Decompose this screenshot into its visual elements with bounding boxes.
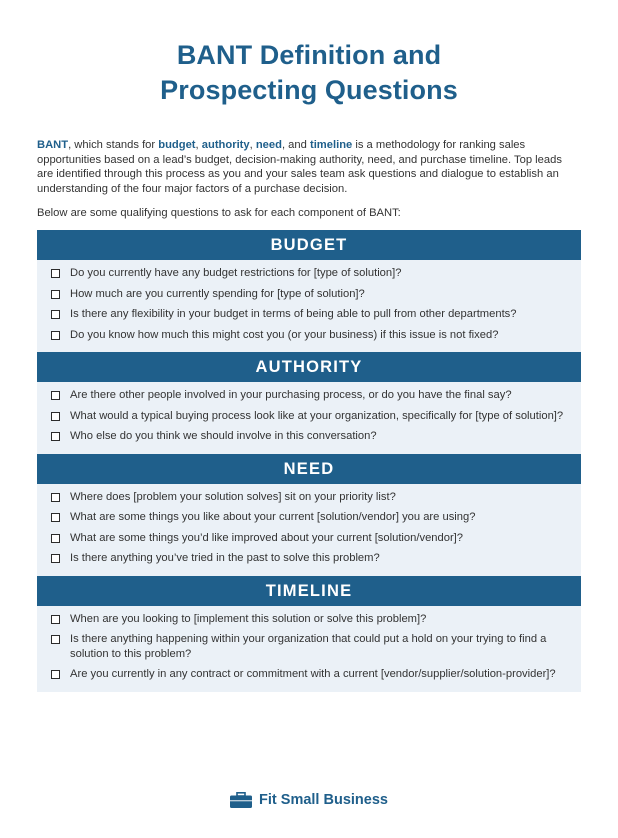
intro-timeline: timeline [309,139,353,151]
question-text: Are you currently in any contract or commitment with a current [vendor/supplier/solution-provider]? [70,668,556,681]
checklist-item [49,409,569,424]
checkbox-icon[interactable] [51,513,60,522]
intro-authority: authority [201,139,250,151]
checklist-item [49,388,569,403]
checklist-item [49,612,569,627]
question-text: What would a typical buying process look like at your organization, specifically for [type of solution]? [70,409,564,422]
section-need [37,454,581,576]
intro-rest: is a methodology for ranking sales opportunities based on a lead’s budget, decision-making authority, need, and purchase timeline. Top leads are identified through this process as you and your sales team ask questions and dialogue to establish an understanding of the four major factors of a purchase decision. [37,139,562,195]
intro-comma-2: , [249,139,256,151]
checklist-item [49,667,569,682]
question-text: How much are you currently spending for [type of solution]? [70,287,365,300]
question-text: When are you looking to [implement this solution or solve this problem]? [70,612,427,625]
question-text: Is there any flexibility in your budget in terms of being able to pull from other departments? [70,308,517,321]
title-line-2: Prospecting Questions [160,75,458,105]
checkbox-icon[interactable] [51,290,60,299]
checklist-item [49,490,569,505]
section-heading: TIMELINE [37,576,581,606]
question-text: Are there other people involved in your purchasing process, or do you have the final say? [70,389,512,402]
question-text: What are some things you like about your current [solution/vendor] you are using? [70,511,476,524]
question-text: What are some things you’d like improved about your current [solution/vendor]? [70,531,464,544]
page-title [0,38,618,108]
intro-and: , and [281,139,310,151]
section-body [37,382,581,454]
checkbox-icon[interactable] [51,310,60,319]
question-text: Where does [problem your solution solves] sit on your priority list? [70,490,396,503]
intro-text-1: , which stands for [68,139,159,151]
section-heading: AUTHORITY [37,352,581,382]
footer-logo [0,792,618,808]
checklist-item [49,510,569,525]
checkbox-icon[interactable] [51,670,60,679]
sections-container [0,230,618,692]
question-text: Do you currently have any budget restrictions for [type of solution]? [70,267,402,280]
intro-comma-1: , [195,139,202,151]
checkbox-icon[interactable] [51,412,60,421]
lead-text: Below are some qualifying questions to ask for each component of BANT: [37,207,401,220]
question-text: Is there anything happening within your organization that could put a hold on your trying to find a solution to this problem? [70,633,547,660]
checklist-item [49,328,569,343]
checklist-item [49,632,569,661]
checkbox-icon[interactable] [51,331,60,340]
checkbox-icon[interactable] [51,615,60,624]
question-text: Is there anything you’ve tried in the past to solve this problem? [70,552,380,565]
checkbox-icon[interactable] [51,635,60,644]
question-text: Do you know how much this might cost you (or your business) if this issue is not fixed? [70,328,499,341]
section-heading: NEED [37,454,581,484]
intro-budget: budget [158,139,196,151]
title-line-1: BANT Definition and [176,40,442,70]
section-budget [37,230,581,352]
checkbox-icon[interactable] [51,269,60,278]
briefcase-icon [230,792,252,808]
section-authority [37,352,581,454]
intro-bant: BANT [37,139,69,151]
checklist-item [49,307,569,322]
checklist-item [49,551,569,566]
section-body [37,484,581,576]
section-body [37,606,581,692]
checklist-item [49,429,569,444]
intro-need: need [255,139,282,151]
checkbox-icon[interactable] [51,432,60,441]
checkbox-icon[interactable] [51,493,60,502]
section-body [37,260,581,352]
checklist-item [49,287,569,302]
checkbox-icon[interactable] [51,391,60,400]
checkbox-icon[interactable] [51,534,60,543]
question-text: Who else do you think we should involve in this conversation? [70,430,377,443]
checkbox-icon[interactable] [51,554,60,563]
checklist-item [49,266,569,281]
checklist-item [49,531,569,546]
section-heading: BUDGET [37,230,581,260]
footer-brand: Fit Small Business [259,792,388,808]
intro-paragraph [37,138,581,196]
section-timeline [37,576,581,692]
